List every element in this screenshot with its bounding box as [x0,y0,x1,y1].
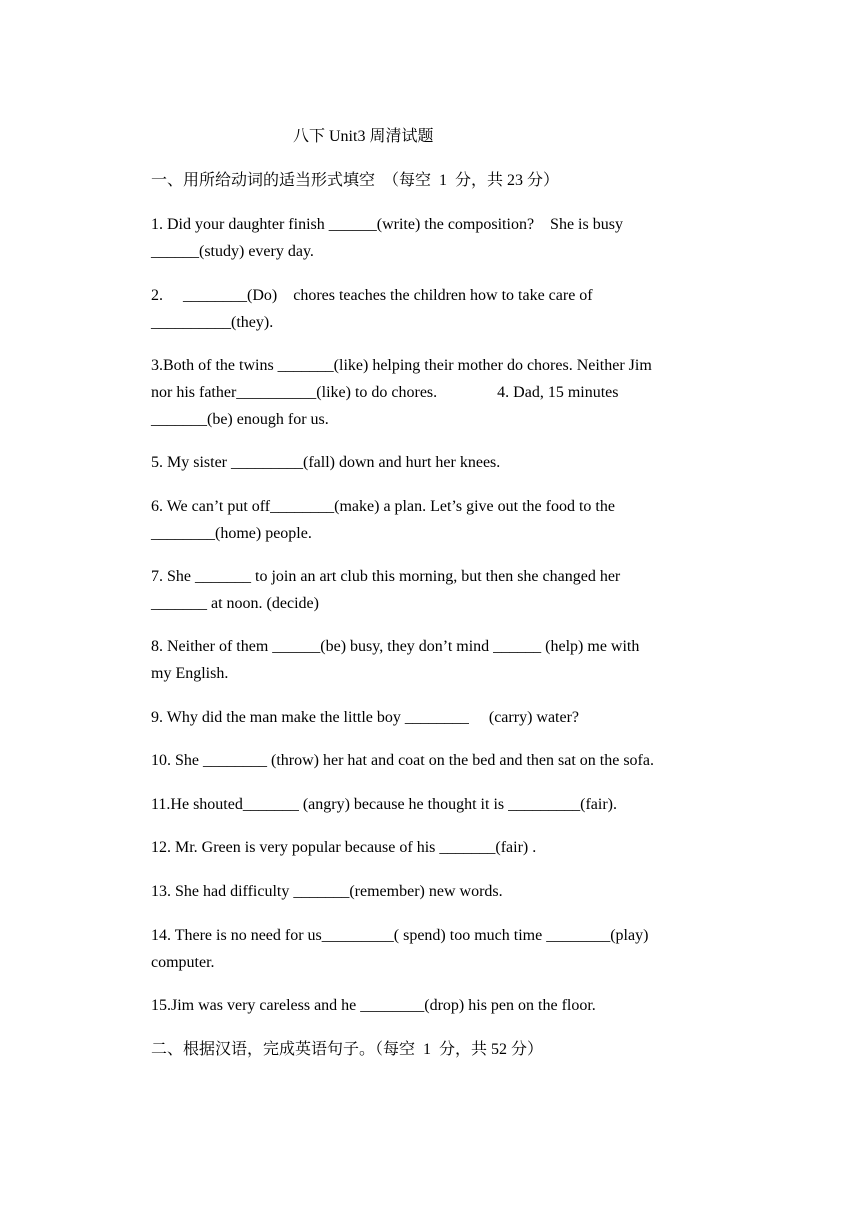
question-8-line-2: my English. [151,665,229,682]
question-3-line-2: nor his father__________(like) to do chores. 4. Dad, 15 minutes [151,384,619,401]
question-2-line-2: __________(they). [151,314,274,331]
question-2-line-1: 2. ________(Do) chores teaches the children how to take care of [151,287,593,304]
page-title: 八下 Unit3 周清试题 [293,128,434,145]
question-5-line-1: 5. My sister _________(fall) down and hurt her knees. [151,454,501,471]
question-1-line-2: ______(study) every day. [151,243,314,260]
question-3-line-3: _______(be) enough for us. [151,411,329,428]
question-12-line-1: 12. Mr. Green is very popular because of his _______(fair) . [151,839,537,856]
question-6-line-1: 6. We can’t put off________(make) a plan. Let’s give out the food to the [151,498,615,515]
question-7-line-1: 7. She _______ to join an art club this morning, but then she changed her [151,568,621,585]
section-1-heading: 一、用所给动词的适当形式填空 （每空 1 分，共 23 分） [151,172,560,189]
question-3-line-1: 3.Both of the twins _______(like) helping their mother do chores. Neither Jim [151,357,652,374]
question-8-line-1: 8. Neither of them ______(be) busy, they don’t mind ______ (help) me with [151,638,640,655]
question-11-line-1: 11.He shouted_______ (angry) because he thought it is _________(fair). [151,796,617,813]
question-14-line-2: computer. [151,954,215,971]
question-13-line-1: 13. She had difficulty _______(remember) new words. [151,883,503,900]
question-15-line-1: 15.Jim was very careless and he ________(drop) his pen on the floor. [151,997,596,1014]
question-10-line-1: 10. She ________ (throw) her hat and coat on the bed and then sat on the sofa. [151,752,654,769]
question-9-line-1: 9. Why did the man make the little boy ________ (carry) water? [151,709,580,726]
section-2-heading: 二、根据汉语，完成英语句子。（每空 1 分，共 52 分） [151,1041,544,1058]
question-6-line-2: ________(home) people. [151,525,312,542]
question-7-line-2: _______ at noon. (decide) [151,595,319,612]
question-1-line-1: 1. Did your daughter finish ______(write) the composition? She is busy [151,216,623,233]
question-14-line-1: 14. There is no need for us_________( spend) too much time ________(play) [151,927,649,944]
